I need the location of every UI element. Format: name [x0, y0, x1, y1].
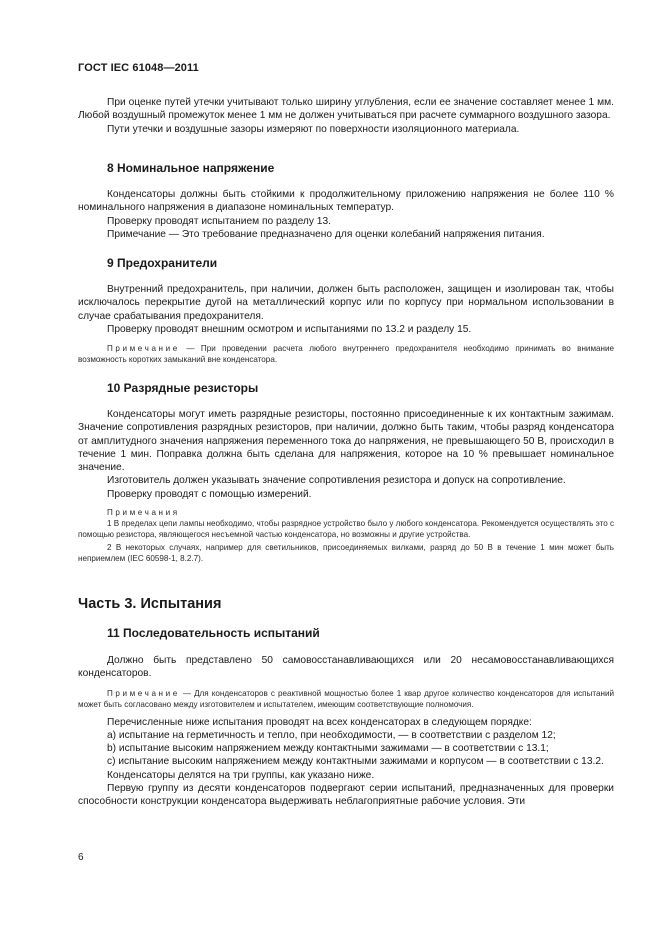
paragraph: Изготовитель должен указывать значение сопротивления резистора и допуск на сопротивление.: [107, 475, 566, 487]
paragraph: Первую группу из десяти конденсаторов подвергают серии испытаний, предназначенных для проверки способности конструкции конденсатора выдерживать неблагоприятные рабочие условия. Эти: [78, 783, 614, 808]
document-header: ГОСТ IEC 61048—2011: [78, 62, 199, 74]
section-heading: 10 Разрядные резисторы: [107, 381, 259, 395]
paragraph: Проверку проводят испытанием по разделу 13.: [107, 215, 331, 227]
section-11: [78, 626, 614, 809]
notes-label: Примечания: [107, 508, 180, 518]
paragraph: Примечание — Это требование предназначено для оценки колебаний напряжения питания.: [107, 228, 545, 240]
paragraph: Должно быть представлено 50 самовосстанавливающихся или 20 несамовосстанавливающихся конденсаторов.: [78, 655, 614, 680]
part-3: [78, 596, 614, 612]
section-heading: 8 Номинальное напряжение: [107, 161, 275, 175]
note-item: 1 В пределах цепи лампы необходимо, чтобы разрядное устройство было у любого конденсатора. Рекомендуется осуществлять это с помощью резистора, являющегося несъемной частью конденсатора, но возможны и другие устройства.: [78, 519, 614, 540]
section-10: [78, 381, 614, 564]
note-text: — При проведении расчета любого внутреннего предохранителя необходимо принимать во внимание возможность коротких замыканий вне конденсатора.: [78, 344, 614, 365]
list-item: c) испытание высоким напряжением между контактными зажимами и корпусом — в соответствии с 13.2.: [107, 756, 604, 768]
note-label: Примечание: [107, 688, 180, 698]
paragraph: Конденсаторы делятся на три группы, как указано ниже.: [107, 769, 375, 781]
paragraph: Внутренний предохранитель, при наличии, должен быть расположен, защищен и изолирован так, чтобы исключалось перекрытие дугой на металлический корпус или по корпусу при нормальном использовании в случае срабатывания предохранителя.: [78, 284, 614, 322]
paragraph: Проверку проводят внешним осмотром и испытаниями по 13.2 и разделу 15.: [107, 323, 472, 335]
paragraph: Конденсаторы должны быть стойкими к продолжительному приложению напряжения не более 110 % номинального напряжения в диапазоне номинальных температур.: [78, 189, 614, 214]
paragraph: Проверку проводят с помощью измерений.: [107, 488, 312, 500]
paragraph: Пути утечки и воздушные зазоры измеряют по поверхности изоляционного материала.: [107, 123, 520, 135]
note-item: 2 В некоторых случаях, например для светильников, присоединяемых вилками, разряд до 50 В в течение 1 мин может быть неприемлем (IEC 60598-1, 8.2.7).: [78, 543, 614, 564]
paragraph: Конденсаторы могут иметь разрядные резисторы, постоянно присоединенные к их контактным зажимам. Значение сопротивления разрядных резисторов, при наличии, должно быть таким, чтобы разряд конденсатора от амплитудного значения напряжения переменного тока до напряжения, не превышающего 50 В, происходил в течение 1 мин. Поправка должна быть сделана для напряжения, которое на 10 % превышает номинальное значение.: [78, 409, 614, 474]
section-heading: 11 Последовательность испытаний: [107, 626, 320, 640]
note-label: Примечание: [107, 344, 180, 354]
paragraph: Перечисленные ниже испытания проводят на всех конденсаторах в следующем порядке:: [107, 716, 532, 728]
note: [78, 688, 614, 710]
section-9: [78, 256, 614, 365]
list-item: b) испытание высоким напряжением между контактными зажимами — в соответствии с 13.1;: [107, 743, 549, 755]
list-item: a) испытание на герметичность и тепло, при необходимости, — в соответствии с разделом 12;: [107, 729, 556, 741]
note: [78, 343, 614, 365]
paragraph: При оценке путей утечки учитывают только ширину углубления, если ее значение составляет менее 1 мм. Любой воздушный промежуток менее 1 мм не должен учитываться при расчете суммарного воздушного зазора.: [78, 97, 614, 122]
section-8: [78, 161, 614, 241]
part-heading: Часть 3. Испытания: [78, 596, 222, 612]
section-heading: 9 Предохранители: [107, 256, 218, 270]
note-text: — Для конденсаторов с реактивной мощностью более 1 квар другое количество конденсаторов для испытаний может быть согласовано между изготовителем и испытателем, имеющим соответствующие полномочия.: [78, 688, 614, 709]
intro-block: [78, 96, 614, 136]
page-number: 6: [78, 852, 84, 863]
